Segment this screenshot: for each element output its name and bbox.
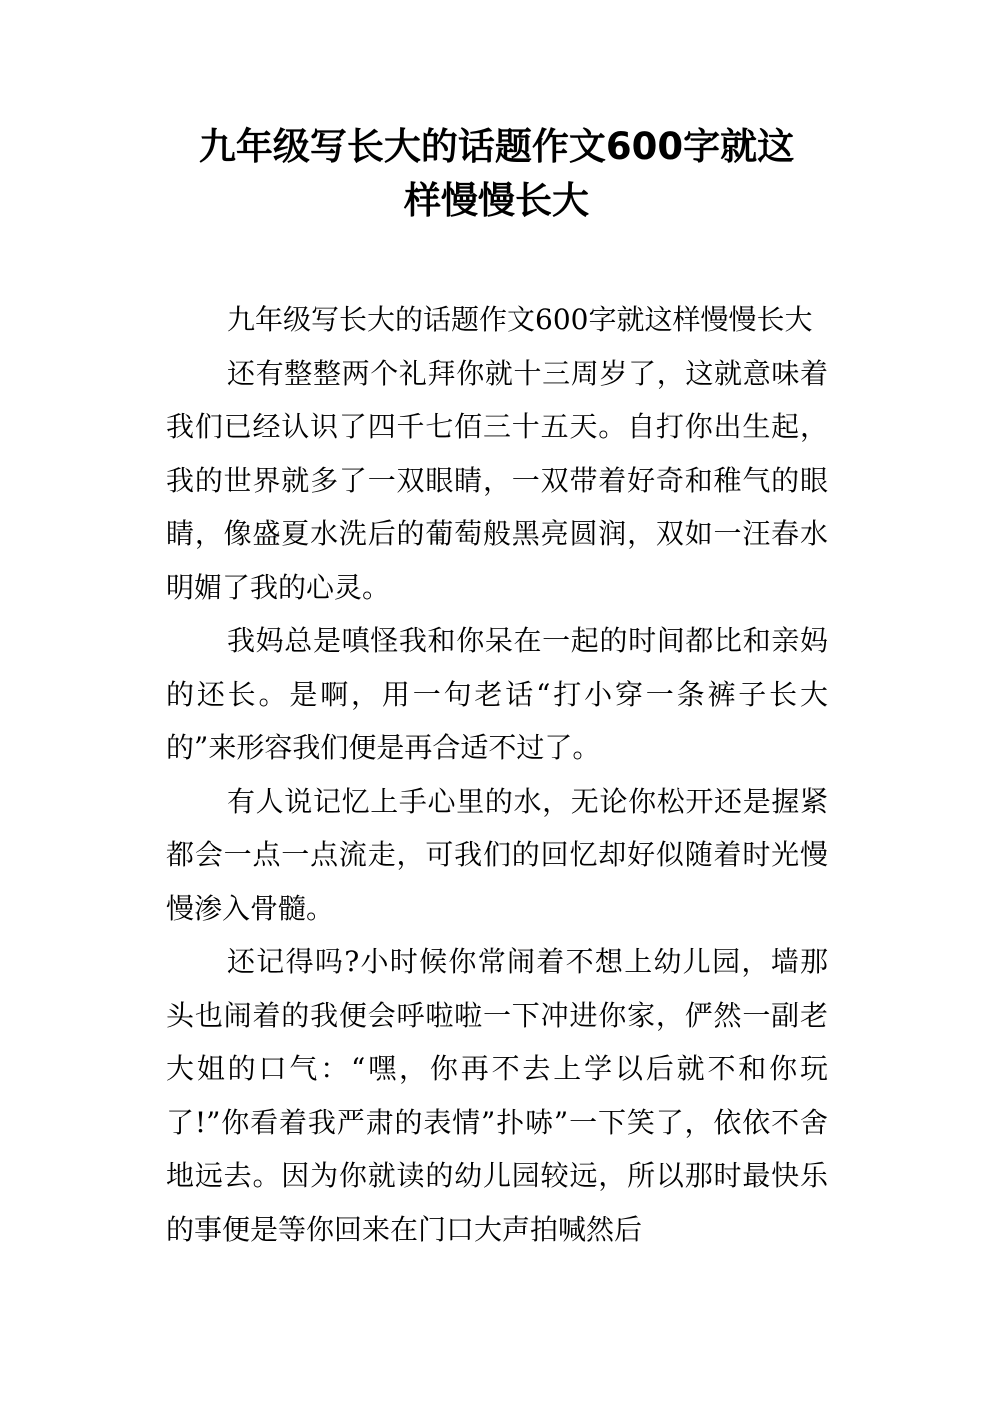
title-line-1: 九年级写长大的话题作文600字就这	[198, 125, 795, 168]
paragraph-4: 有人说记忆上手心里的水，无论你松开还是握紧都会一点一点流走，可我们的回忆却好似随着时光慢慢渗入骨髓。	[166, 784, 828, 925]
title-line-2: 样慢慢长大	[404, 179, 589, 222]
paragraph-3: 我妈总是嗔怪我和你呆在一起的时间都比和亲妈的还长。是啊，用一句老话“打小穿一条裤子长大的”来形容我们便是再合适不过了。	[166, 624, 828, 764]
paragraph-1: 九年级写长大的话题作文600字就这样慢慢长大	[227, 303, 813, 336]
paragraph-2: 还有整整两个礼拜你就十三周岁了，这就意味着我们已经认识了四千七佰三十五天。自打你出生起，我的世界就多了一双眼睛，一双带着好奇和稚气的眼睛，像盛夏水洗后的葡萄般黑亮圆润，双如一汪春水明媚了我的心灵。	[166, 356, 828, 604]
paragraph-5: 还记得吗?小时候你常闹着不想上幼儿园，墙那头也闹着的我便会呼啦啦一下冲进你家，俨然一副老大姐的口气：“嘿，你再不去上学以后就不和你玩了!”你看着我严肃的表情”扑哧”一下笑了，依依不舍地远去。因为你就读的幼儿园较远，所以那时最快乐的事便是等你回来在门口大声拍喊然后	[166, 945, 828, 1246]
document-body	[166, 293, 828, 1256]
document-title	[160, 120, 833, 228]
